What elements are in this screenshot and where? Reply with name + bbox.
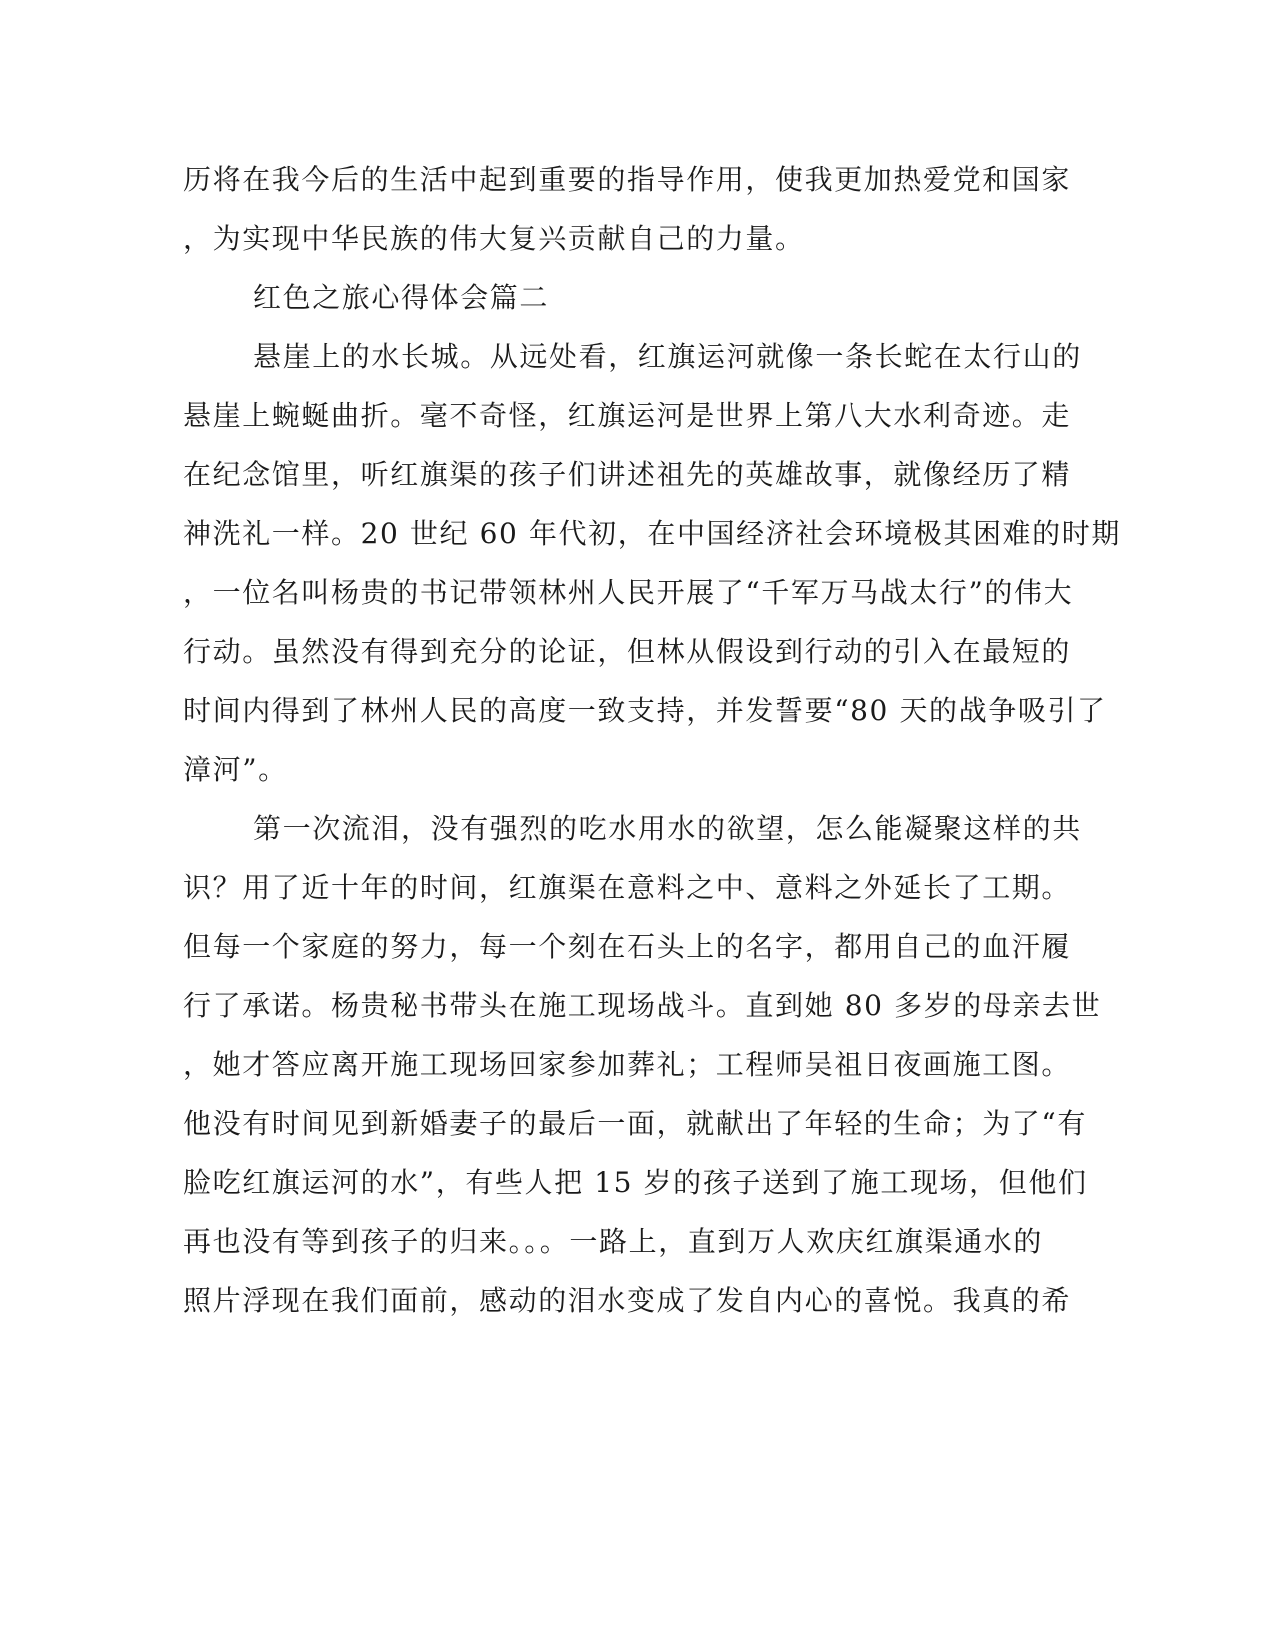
text-line: 神洗礼一样。20 世纪 60 年代初，在中国经济社会环境极其困难的时期 xyxy=(183,517,1121,550)
text-line: 识？用了近十年的时间，红旗渠在意料之中、意料之外延长了工期。 xyxy=(183,871,1072,904)
section-heading: 红色之旅心得体会篇二 xyxy=(253,281,550,314)
text-line: 历将在我今后的生活中起到重要的指导作用，使我更加热爱党和国家 xyxy=(183,163,1072,196)
text-line: 行了承诺。杨贵秘书带头在施工现场战斗。直到她 80 多岁的母亲去世 xyxy=(183,989,1102,1022)
text-line: 照片浮现在我们面前，感动的泪水变成了发自内心的喜悦。我真的希 xyxy=(183,1284,1072,1317)
text-line: 行动。虽然没有得到充分的论证，但林从假设到行动的引入在最短的 xyxy=(183,635,1072,668)
text-line: 再也没有等到孩子的归来。。。一路上，直到万人欢庆红旗渠通水的 xyxy=(183,1225,1044,1258)
text-line: 脸吃红旗运河的水”，有些人把 15 岁的孩子送到了施工现场，但他们 xyxy=(183,1166,1088,1199)
text-line: 在纪念馆里，听红旗渠的孩子们讲述祖先的英雄故事，就像经历了精 xyxy=(183,458,1072,491)
text-line: 漳河”。 xyxy=(183,753,288,786)
text-line: 时间内得到了林州人民的高度一致支持，并发誓要“80 天的战争吸引了 xyxy=(183,694,1107,727)
text-line: 悬崖上蜿蜒曲折。毫不奇怪，红旗运河是世界上第八大水利奇迹。走 xyxy=(183,399,1072,432)
text-line: ，她才答应离开施工现场回家参加葬礼；工程师吴祖日夜画施工图。 xyxy=(183,1048,1072,1081)
text-line: 他没有时间见到新婚妻子的最后一面，就献出了年轻的生命；为了“有 xyxy=(183,1107,1087,1140)
paragraph-first-line: 悬崖上的水长城。从远处看，红旗运河就像一条长蛇在太行山的 xyxy=(253,340,1082,373)
text-line: ，为实现中华民族的伟大复兴贡献自己的力量。 xyxy=(183,222,805,255)
paragraph-first-line: 第一次流泪，没有强烈的吃水用水的欲望，怎么能凝聚这样的共 xyxy=(253,812,1082,845)
text-line: 但每一个家庭的努力，每一个刻在石头上的名字，都用自己的血汗履 xyxy=(183,930,1072,963)
text-line: ，一位名叫杨贵的书记带领林州人民开展了“千军万马战太行”的伟大 xyxy=(183,576,1074,609)
